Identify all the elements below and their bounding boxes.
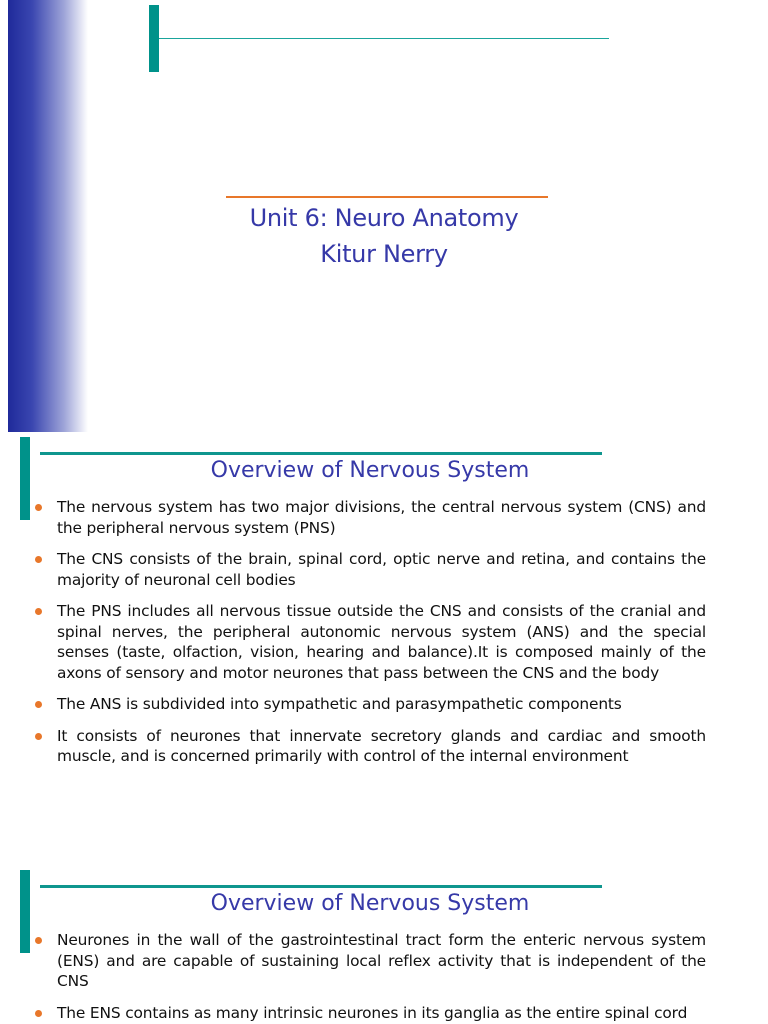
bullet-dot-icon (35, 701, 42, 708)
list-item (32, 549, 706, 590)
list-item (32, 601, 706, 683)
left-gradient-band (8, 0, 88, 432)
teal-side-bar (20, 437, 30, 520)
bullet-dot-icon (35, 937, 42, 944)
list-item (32, 497, 706, 538)
bullet-text: The ENS contains as many intrinsic neurones in its ganglia as the entire spinal cord (57, 1003, 688, 1022)
bullet-text: Neurones in the wall of the gastrointestinal tract form the enteric nervous system (ENS) and are capable of sustaining local reflex activity that is independent of the CNS (57, 931, 706, 990)
list-item (32, 726, 706, 767)
bullet-dot-icon (35, 733, 42, 740)
list-item (32, 1003, 706, 1024)
bullet-text: The PNS includes all nervous tissue outside the CNS and consists of the cranial and spinal nerves, the peripheral autonomic nervous system (ANS) and the special senses (taste, olfaction, vision, hearing and balance).It is composed mainly of the axons of sensory and motor neurones that pass between the CNS and the body (57, 602, 706, 682)
unit-title: Unit 6: Neuro Anatomy (249, 204, 519, 232)
list-item (32, 694, 706, 715)
teal-accent-bar (149, 5, 159, 72)
teal-header-rule (40, 885, 602, 888)
author-name: Kitur Nerry (320, 240, 448, 268)
bullet-dot-icon (35, 608, 42, 615)
slide-title: Overview of Nervous System (210, 458, 530, 483)
bullet-dot-icon (35, 504, 42, 511)
orange-title-rule (226, 196, 548, 198)
bullet-text: It consists of neurones that innervate secretory glands and cardiac and smooth muscle, and is concerned primarily with control of the internal environment (57, 726, 706, 765)
teal-side-bar (20, 870, 30, 953)
slide-title: Overview of Nervous System (210, 891, 530, 916)
bullet-list (32, 497, 706, 778)
bullet-dot-icon (35, 1010, 42, 1017)
overview-slide-1 (0, 437, 768, 867)
list-item (32, 930, 706, 992)
bullet-text: The ANS is subdivided into sympathetic and parasympathetic components (57, 695, 622, 713)
teal-top-rule (159, 38, 609, 39)
title-slide (0, 0, 768, 432)
bullet-text: The nervous system has two major divisions, the central nervous system (CNS) and the peripheral nervous system (PNS) (57, 498, 706, 537)
bullet-list (32, 930, 706, 1024)
teal-header-rule (40, 452, 602, 455)
bullet-dot-icon (35, 556, 42, 563)
overview-slide-2 (0, 870, 768, 1024)
bullet-text: The CNS consists of the brain, spinal cord, optic nerve and retina, and contains the majority of neuronal cell bodies (57, 550, 706, 589)
